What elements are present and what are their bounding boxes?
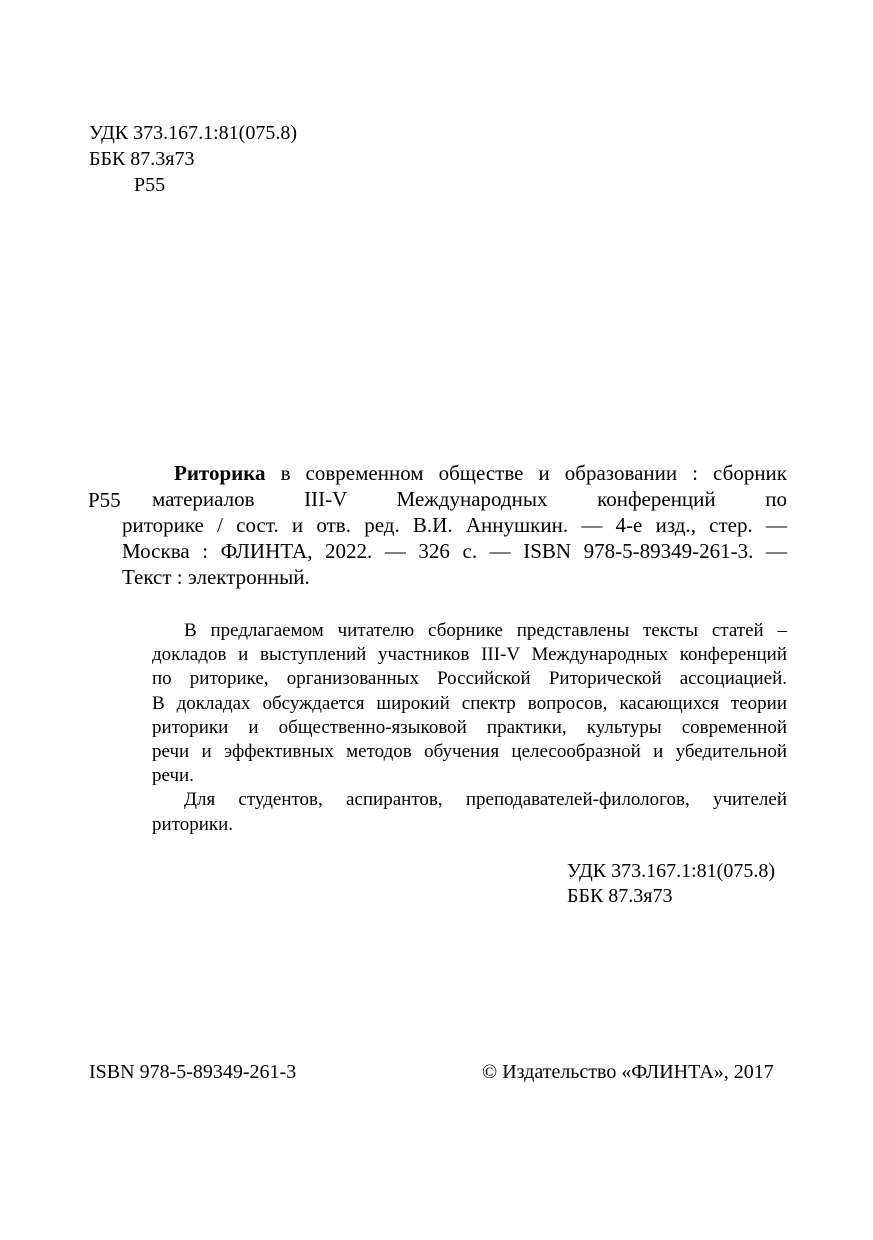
annotation-line: по риторике, организованных Российской Риторической ассоциацией. [152, 668, 787, 690]
annotation-line: речи. [152, 765, 194, 787]
bib-line-1 [122, 460, 787, 486]
author-mark-top: Р55 [134, 174, 166, 196]
bib-line-5: Текст : электронный. [122, 565, 310, 589]
book-title: Риторика [174, 461, 266, 485]
bib-line-3: риторике / сост. и отв. ред. В.И. Аннушкин. — 4-е изд., стер. — [122, 513, 787, 537]
annotation-line: риторики. [152, 813, 234, 835]
copyright-notice: © Издательство «ФЛИНТА», 2017 [482, 1061, 774, 1083]
bbk-code-top: ББК 87.3я73 [89, 148, 195, 170]
annotation-line: В докладах обсуждается широкий спектр вопросов, касающихся теории [152, 692, 787, 714]
annotation-line: риторики и общественно-языковой практики, культуры современной [152, 716, 787, 738]
annotation-line: В предлагаемом читателю сборнике представлены тексты статей – [184, 620, 787, 641]
bib-line-4: Москва : ФЛИНТА, 2022. — 326 с. — ISBN 978-5-89349-261-3. — [122, 539, 787, 563]
annotation [152, 619, 787, 837]
udk-code-top: УДК 373.167.1:81(075.8) [89, 122, 297, 144]
annotation-line: докладов и выступлений участников III-V Международных конференций [152, 644, 787, 666]
bib-line-2: материалов III-V Международных конференций по [152, 487, 787, 511]
bibliographic-record [122, 460, 787, 590]
udk-code-bottom: УДК 373.167.1:81(075.8) [567, 860, 775, 882]
annotation-line: речи и эффективных методов обучения целесообразной и убедительной [152, 740, 787, 762]
isbn-footer: ISBN 978-5-89349-261-3 [89, 1061, 297, 1083]
bib-line-1-rest: в современном обществе и образовании : сборник [265, 461, 787, 485]
author-mark-side: Р55 [88, 488, 121, 512]
bbk-code-bottom: ББК 87.3я73 [567, 885, 673, 907]
annotation-line: Для студентов, аспирантов, преподавателей-филологов, учителей [184, 789, 787, 811]
